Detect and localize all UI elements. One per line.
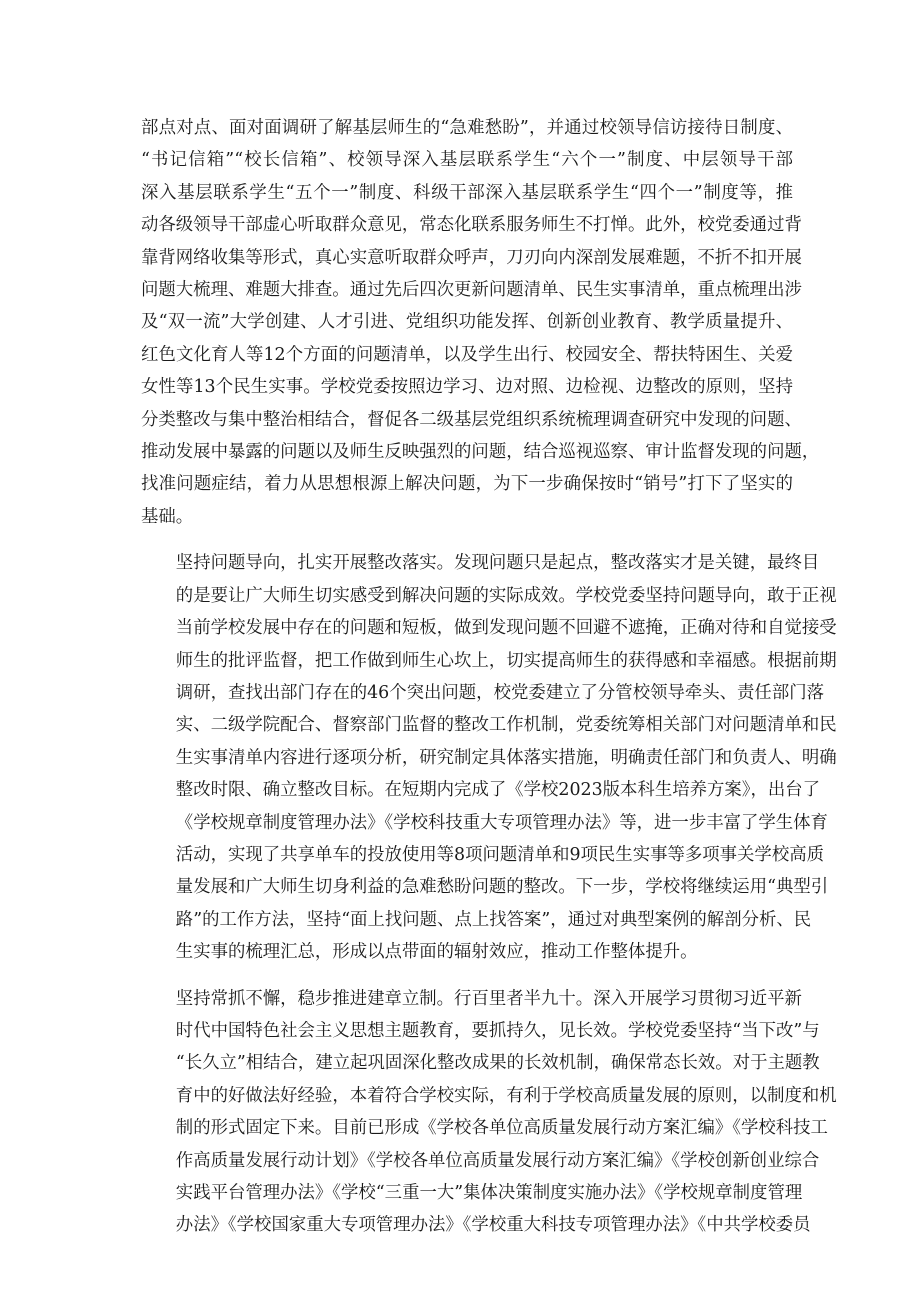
text-line: 红色文化育人等12个方面的问题清单，以及学生出行、校园安全、帮扶特困生、关爱 bbox=[141, 344, 793, 365]
text-line: 深入基层联系学生“五个一”制度、科级干部深入基层联系学生“四个一”制度等，推 bbox=[141, 182, 793, 203]
text-line: 活动，实现了共享单车的投放使用等8项问题清单和9项民生实事等多项事关学校高质 bbox=[175, 844, 824, 865]
text-line: 调研，查找出部门存在的46个突出问题，校党委建立了分管校领导牵头、责任部门落 bbox=[175, 682, 824, 703]
text-line: 问题大梳理、难题大排查。通过先后四次更新问题清单、民生实事清单，重点梳理出涉 bbox=[141, 280, 802, 301]
text-line: 女性等13个民生实事。学校党委按照边学习、边对照、边检视、边整改的原则，坚持 bbox=[141, 377, 793, 398]
text-line: 实、二级学院配合、督察部门监督的整改工作机制，党委统筹相关部门对问题清单和民 bbox=[175, 715, 837, 736]
text-line: 动各级领导干部虚心听取群众意见，常态化联系服务师生不打惮。此外，校党委通过背 bbox=[141, 215, 802, 236]
text-line: 育中的好做法好经验，本着符合学校实际，有利于学校高质量发展的原则，以制度和机 bbox=[175, 1085, 837, 1106]
text-line: 的是要让广大师生切实感受到解决问题的实际成效。学校党委坚持问题导向，敢于正视 bbox=[175, 585, 837, 606]
document-body bbox=[141, 112, 837, 1256]
text-line: 分类整改与集中整治相结合，督促各二级基层党组织系统梳理调查研究中发现的问题、 bbox=[141, 409, 802, 430]
text-line: 当前学校发展中存在的问题和短板，做到发现问题不回避不遮掩，正确对待和自觉接受 bbox=[175, 618, 837, 639]
text-line: 量发展和广大师生切身利益的急难愁盼问题的整改。下一步，学校将继续运用“典型引 bbox=[175, 877, 829, 898]
text-line: 办法》《学校国家重大专项管理办法》《学校重大科技专项管理办法》《中共学校委员 bbox=[175, 1215, 811, 1236]
text-line: 找准问题症结，着力从思想根源上解决问题，为下一步确保按时“销号”打下了坚实的 bbox=[141, 474, 793, 495]
text-line: 基础。 bbox=[141, 506, 194, 527]
paragraph-2 bbox=[141, 547, 837, 968]
text-line: 制的形式固定下来。目前已形成《学校各单位高质量发展行动方案汇编》《学校科技工 bbox=[175, 1118, 828, 1139]
text-line: 生实事的梳理汇总，形成以点带面的辐射效应，推动工作整体提升。 bbox=[175, 942, 698, 963]
text-line: 坚持问题导向，扎实开展整改落实。发现问题只是起点，整改落实才是关键，最终目 bbox=[175, 553, 820, 574]
text-line: 路”的工作方法，坚持“面上找问题、点上找答案”，通过对典型案例的解剖分析、民 bbox=[175, 909, 812, 930]
paragraph-1 bbox=[141, 112, 820, 533]
text-line: 作高质量发展行动计划》《学校各单位高质量发展行动方案汇编》《学校创新创业综合 bbox=[175, 1150, 820, 1171]
text-line: 部点对点、面对面调研了解基层师生的“急难愁盼”，并通过校领导信访接待日制度、 bbox=[141, 118, 793, 138]
text-line: “书记信箱”“校长信箱”、校领导深入基层联系学生“六个一”制度、中层领导干部 bbox=[141, 150, 793, 171]
text-line: 推动发展中暴露的问题以及师生反映强烈的问题，结合巡视巡察、审计监督发现的问题， bbox=[141, 442, 820, 463]
text-line: 时代中国特色社会主义思想主题教育，要抓持久，见长效。学校党委坚持“当下改”与 bbox=[175, 1020, 820, 1041]
text-line: 及“双一流”大学创建、人才引进、党组织功能发挥、创新创业教育、教学质量提升、 bbox=[141, 312, 793, 333]
text-line: 靠背网络收集等形式，真心实意听取群众呼声，刀刃向内深剖发展难题，不折不扣开展 bbox=[141, 247, 802, 268]
text-line: 整改时限、确立整改目标。在短期内完成了《学校2023版本科生培养方案》，出台了 bbox=[175, 780, 821, 801]
text-line: 《学校规章制度管理办法》《学校科技重大专项管理办法》等，进一步丰富了学生体育 bbox=[175, 812, 828, 833]
text-line: 坚持常抓不懈，稳步推进建章立制。行百里者半九十。深入开展学习贯彻习近平新 bbox=[175, 988, 802, 1009]
text-line: “长久立”相结合，建立起巩固深化整改成果的长效机制，确保常态长效。对于主题教 bbox=[175, 1053, 820, 1074]
text-line: 实践平台管理办法》《学校“三重一大”集体决策制度实施办法》《学校规章制度管理 bbox=[175, 1183, 803, 1203]
text-line: 生实事清单内容进行逐项分析，研究制定具体落实措施，明确责任部门和负责人、明确 bbox=[175, 747, 837, 768]
text-line: 师生的批评监督，把工作做到师生心坎上，切实提高师生的获得感和幸福感。根据前期 bbox=[175, 650, 837, 671]
paragraph-3 bbox=[141, 983, 837, 1242]
